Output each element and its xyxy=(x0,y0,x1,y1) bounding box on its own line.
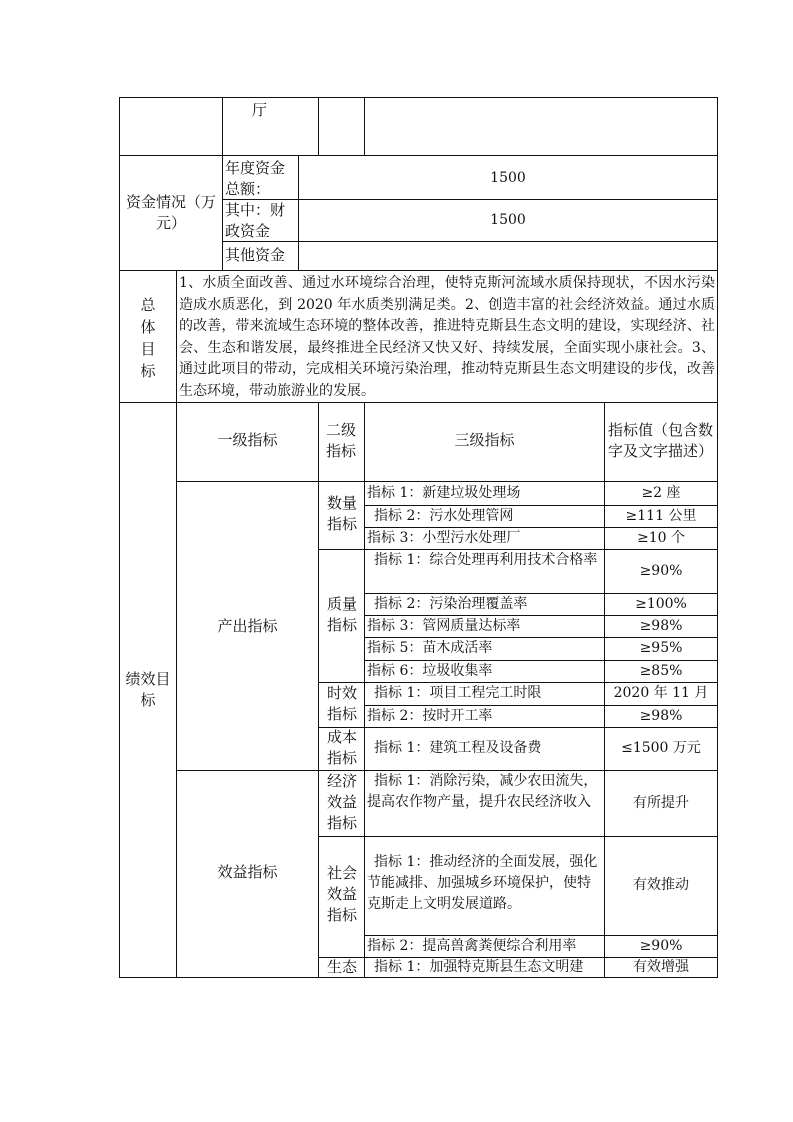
rule xyxy=(222,97,223,271)
quality-indicator-label: 质量指标 xyxy=(326,595,357,634)
header-level1: 一级指标 xyxy=(217,431,278,449)
quantity-indicator-label: 数量指标 xyxy=(326,494,357,533)
rule xyxy=(119,97,718,98)
cost-indicator-label: 成本指标 xyxy=(326,728,357,767)
dept-suffix-text: 厅 xyxy=(252,101,268,119)
indicator-name: 指标 1：项目工程完工时限 xyxy=(374,685,542,701)
rule xyxy=(298,155,299,271)
rule xyxy=(717,97,718,978)
indicator-value: 有所提升 xyxy=(633,795,689,811)
indicator-name: 指标 1：新建垃圾处理场 xyxy=(367,485,521,501)
indicator-name: 指标 3：小型污水处理厂 xyxy=(367,530,521,546)
rule xyxy=(119,97,120,978)
rule xyxy=(119,270,718,271)
funding-label: 资金情况（万元） xyxy=(126,193,217,232)
indicator-name: 指标 1：综合处理再利用技术合格率 xyxy=(374,552,598,568)
indicator-name: 指标 2：按时开工率 xyxy=(367,708,493,724)
benefit-indicator-label: 效益指标 xyxy=(217,863,278,881)
indicator-name: 指标 2：污染治理覆盖率 xyxy=(374,596,528,612)
economic-indicator-label: 经济效益指标 xyxy=(326,772,357,832)
header-value: 指标值（包含数字及文字描述） xyxy=(608,421,714,460)
ecological-indicator-label: 生态 xyxy=(326,958,357,976)
rule xyxy=(604,402,605,978)
indicator-value: ≥90% xyxy=(639,938,683,954)
indicator-value: ≥98% xyxy=(639,618,683,634)
rule xyxy=(119,402,718,403)
indicator-value: 有效推动 xyxy=(633,877,689,893)
indicator-name: 指标 1：推动经济的全面发展，强化节能减排、加强城乡环境保护，使特克斯走上文明发展道路。 xyxy=(367,854,598,912)
indicator-name: 指标 1：建筑工程及设备费 xyxy=(374,740,542,756)
indicator-name: 指标 5：苗木成活率 xyxy=(367,640,493,656)
overall-goal-label: 总体目标 xyxy=(140,296,156,380)
indicator-value: ≥98% xyxy=(639,708,683,724)
rule xyxy=(364,402,365,978)
header-level2: 二级指标 xyxy=(325,421,356,460)
rule xyxy=(119,155,718,156)
rule xyxy=(176,481,718,482)
indicator-value: ≥90% xyxy=(639,563,683,579)
indicator-value: ≥111 公里 xyxy=(625,508,697,524)
social-indicator-label: 社会效益指标 xyxy=(326,864,357,924)
indicator-name: 指标 1：加强特克斯县生态文明建 xyxy=(374,959,584,975)
header-level3: 三级指标 xyxy=(454,431,515,449)
overall-goal-text: 1、水质全面改善、通过水环境综合治理，使特克斯河流域水质保持现状，不因水污染造成水质恶化，到 2020 年水质类别满足类。2、创造丰富的社会经济效益。通过水质的改善，带来流域生态环境的整体改善，推进特克斯县生态文明的建设，实现经济、社会、生态和谐发展，最终推进全民经济又快又好、持续发展，全面实现小康社会。3、通过此项目的带动，完成相关环境污染治理，推动特克斯县生态文明建设的步伐，改善生态环境，带动旅游业的发展。 xyxy=(179,275,715,399)
funding-fiscal-value: 1500 xyxy=(490,212,526,228)
rule xyxy=(318,97,319,156)
indicator-value: ≥100% xyxy=(635,596,687,612)
indicator-value: ≥85% xyxy=(639,663,683,679)
indicator-value: ≥2 座 xyxy=(641,485,681,501)
indicator-name: 指标 3：管网质量达标率 xyxy=(367,618,521,634)
timeliness-indicator-label: 时效指标 xyxy=(326,684,357,723)
indicator-value: ≤1500 万元 xyxy=(621,740,701,756)
rule xyxy=(318,836,718,837)
rule xyxy=(364,97,365,156)
indicator-value: ≥95% xyxy=(639,640,683,656)
funding-total-label: 年度资金总额： xyxy=(225,159,286,198)
output-indicator-label: 产出指标 xyxy=(217,617,278,635)
indicator-name: 指标 6：垃圾收集率 xyxy=(367,663,493,679)
indicator-value: ≥10 个 xyxy=(637,530,685,546)
funding-fiscal-label: 其中：财政资金 xyxy=(225,201,286,240)
indicator-name: 指标 2：提高兽禽粪便综合利用率 xyxy=(367,938,577,954)
funding-total-value: 1500 xyxy=(490,170,526,186)
rule xyxy=(318,727,718,728)
indicator-value: 有效增强 xyxy=(633,959,689,975)
indicator-value: 2020 年 11 月 xyxy=(613,685,709,701)
funding-other-label: 其他资金 xyxy=(225,246,286,264)
indicator-name: 指标 2：污水处理管网 xyxy=(374,508,514,524)
indicator-name: 指标 1：消除污染，减少农田流失，提高农作物产量，提升农民经济收入 xyxy=(367,773,598,810)
rule xyxy=(318,402,319,978)
rule xyxy=(176,270,177,978)
performance-label: 绩效目标 xyxy=(125,670,171,709)
